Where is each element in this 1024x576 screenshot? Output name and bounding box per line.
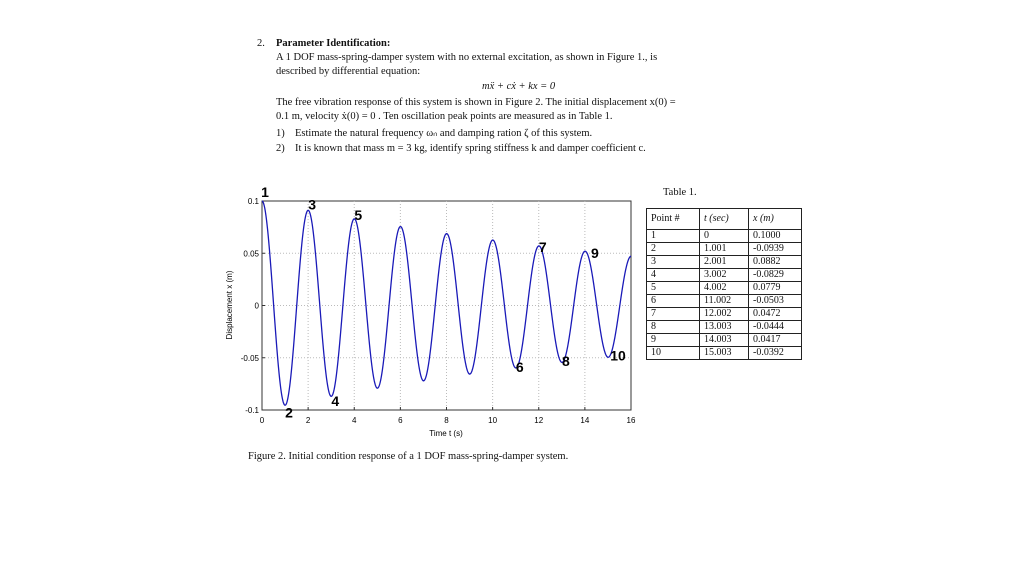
figure-caption: Figure 2. Initial condition response of a 1 DOF mass-spring-damper system.: [248, 451, 569, 462]
peak-label: 6: [515, 359, 524, 376]
table-row: [647, 282, 802, 295]
question-1: Estimate the natural frequency ωₙ and damping ration ζ of this system.: [295, 128, 593, 139]
table-row: [647, 295, 802, 308]
cell-displacement: -0.0829: [749, 269, 802, 282]
header-point: Point #: [647, 209, 700, 230]
cell-displacement: 0.0472: [749, 308, 802, 321]
cell-displacement: 0.0417: [749, 334, 802, 347]
cell-displacement: -0.0939: [749, 243, 802, 256]
problem-line-3: The free vibration response of this system is shown in Figure 2. The initial displacement x(0) =: [276, 97, 676, 108]
cell-point: 10: [647, 347, 700, 360]
problem-number: 2.: [257, 38, 265, 49]
cell-point: 2: [647, 243, 700, 256]
differential-equation: mẍ + cẋ + kx = 0: [482, 81, 556, 92]
y-axis-label: Displacement x (m): [225, 270, 234, 340]
problem-line-1: A 1 DOF mass-spring-damper system with no external excitation, as shown in Figure 1., is: [276, 52, 658, 63]
peak-labels: [261, 184, 626, 421]
peak-label: 4: [331, 393, 340, 410]
cell-time: 15.003: [700, 347, 749, 360]
y-tick-label: 0.1: [247, 197, 259, 206]
cell-time: 14.003: [700, 334, 749, 347]
cell-point: 4: [647, 269, 700, 282]
table-row: [647, 334, 802, 347]
table-header-row: [647, 209, 802, 230]
y-tick-label: -0.1: [245, 406, 259, 415]
cell-displacement: 0.0779: [749, 282, 802, 295]
cell-point: 3: [647, 256, 700, 269]
cell-point: 9: [647, 334, 700, 347]
peak-label: 9: [591, 244, 599, 261]
question-2: It is known that mass m = 3 kg, identify spring stiffness k and damper coefficient c.: [295, 143, 646, 154]
x-axis-label: Time t (s): [429, 429, 463, 438]
question-2-number: 2): [276, 143, 285, 154]
cell-point: 5: [647, 282, 700, 295]
header-displacement: x (m): [749, 209, 802, 230]
cell-time: 0: [700, 230, 749, 243]
table-row: [647, 347, 802, 360]
cell-displacement: -0.0444: [749, 321, 802, 334]
cell-point: 1: [647, 230, 700, 243]
problem-title: Parameter Identification:: [276, 38, 391, 49]
problem-line-4: 0.1 m, velocity ẋ(0) = 0 . Ten oscillation peak points are measured as in Table 1.: [276, 111, 613, 122]
table-row: [647, 243, 802, 256]
x-tick-label: 2: [305, 416, 311, 425]
table-title: Table 1.: [663, 187, 697, 198]
y-ticks: [241, 197, 265, 415]
x-tick-label: 8: [444, 416, 449, 425]
x-tick-label: 14: [580, 416, 590, 425]
peak-label: 3: [308, 196, 317, 213]
x-tick-label: 0: [259, 416, 265, 425]
cell-time: 1.001: [700, 243, 749, 256]
cell-displacement: 0.1000: [749, 230, 802, 243]
cell-time: 12.002: [700, 308, 749, 321]
cell-time: 3.002: [700, 269, 749, 282]
cell-time: 2.001: [700, 256, 749, 269]
header-time: t (sec): [700, 209, 749, 230]
x-tick-label: 10: [488, 416, 498, 425]
cell-point: 7: [647, 308, 700, 321]
y-tick-label: -0.05: [240, 353, 259, 363]
peak-points-table: [646, 208, 802, 360]
peak-label: 10: [610, 347, 626, 364]
table-row: [647, 308, 802, 321]
peak-label: 2: [285, 404, 293, 421]
x-tick-label: 6: [398, 416, 403, 425]
y-tick-label: 0: [254, 301, 259, 311]
question-1-number: 1): [276, 128, 285, 139]
cell-point: 6: [647, 295, 700, 308]
table-row: [647, 269, 802, 282]
x-tick-label: 4: [352, 416, 357, 425]
peak-label: 8: [561, 352, 570, 369]
x-tick-label: 12: [534, 416, 544, 425]
cell-time: 11.002: [700, 295, 749, 308]
y-tick-label: 0.05: [243, 249, 259, 259]
cell-displacement: 0.0882: [749, 256, 802, 269]
cell-time: 4.002: [700, 282, 749, 295]
cell-point: 8: [647, 321, 700, 334]
cell-displacement: -0.0503: [749, 295, 802, 308]
x-tick-label: 16: [626, 416, 636, 425]
cell-displacement: -0.0392: [749, 347, 802, 360]
grid: [262, 201, 631, 410]
table-row: [647, 321, 802, 334]
peak-label: 5: [354, 207, 363, 224]
peak-label: 7: [538, 239, 547, 256]
table-row: [647, 230, 802, 243]
cell-time: 13.003: [700, 321, 749, 334]
problem-line-2: described by differential equation:: [276, 66, 421, 77]
peak-label: 1: [261, 184, 269, 200]
table-row: [647, 256, 802, 269]
